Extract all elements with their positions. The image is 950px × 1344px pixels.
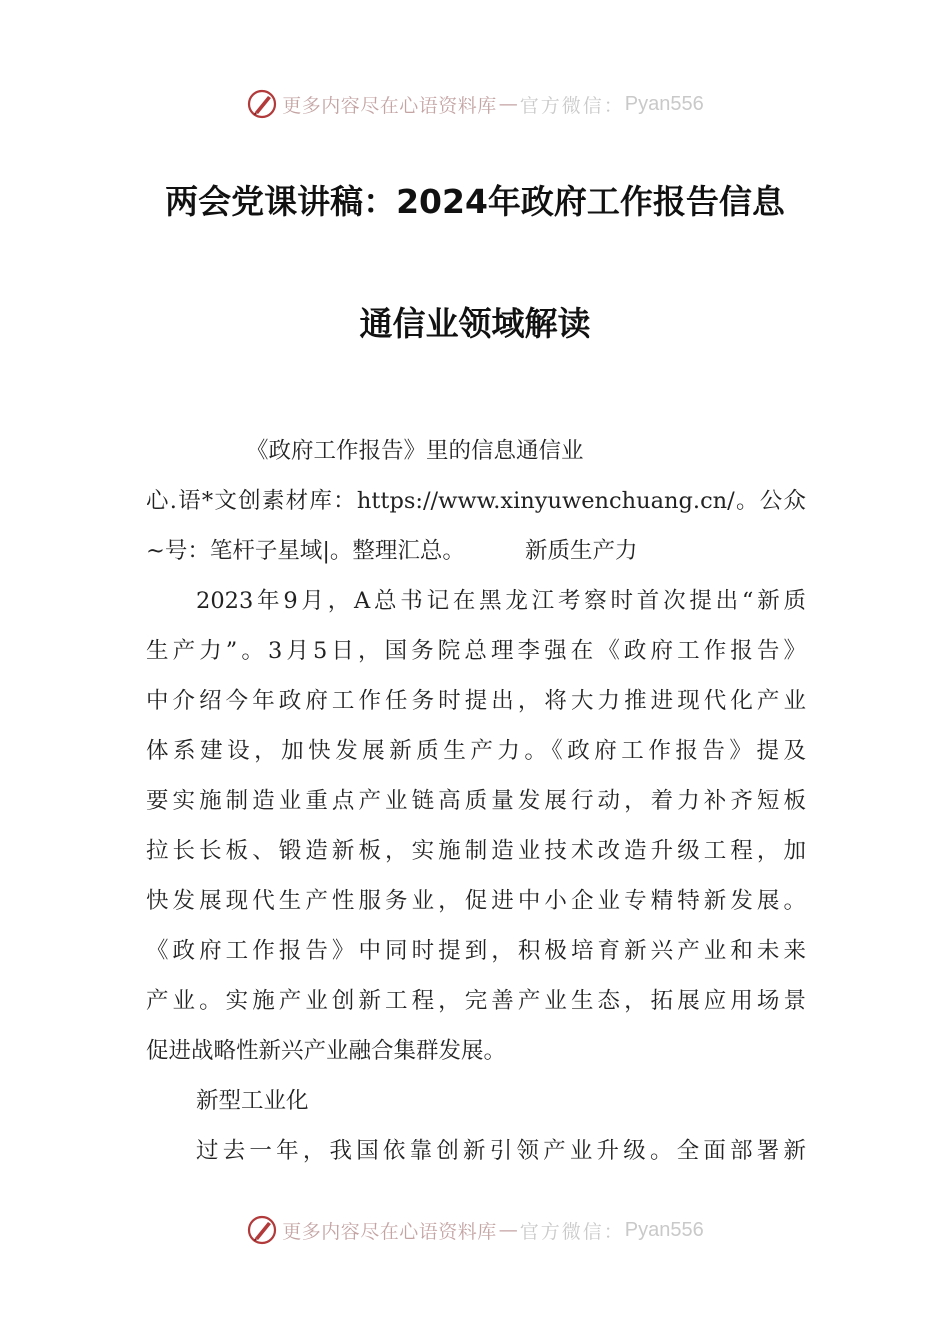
banner-dash: — <box>498 93 518 115</box>
pen-logo-icon <box>246 1214 278 1246</box>
subheading-new-productivity: 新质生产力 <box>524 538 638 564</box>
header-banner <box>0 84 950 124</box>
body-line: 《政府工作报告》中同时提到，积极培育新兴产业和未来 <box>146 938 806 964</box>
banner-wechat-label: 官方微信： <box>519 94 625 117</box>
body-line: 中介绍今年政府工作任务时提出，将大力推进现代化产业 <box>146 688 806 714</box>
banner-text: 更多内容尽在心语资料库 <box>282 1220 497 1243</box>
banner-wechat-label: 官方微信： <box>519 1220 625 1243</box>
banner-text: 更多内容尽在心语资料库 <box>282 94 497 117</box>
footer-banner <box>0 1210 950 1250</box>
body-line: 拉长长板、锻造新板，实施制造业技术改造升级工程，加 <box>146 838 806 864</box>
body-line: 快发展现代生产性服务业，促进中小企业专精特新发展。 <box>146 888 806 914</box>
banner-dash: — <box>498 1219 518 1241</box>
subheading-new-industrialization: 新型工业化 <box>196 1088 309 1114</box>
body-line: 过去一年，我国依靠创新引领产业升级。全面部署新 <box>196 1138 806 1164</box>
body-line: 产业。实施产业创新工程，完善产业生态，拓展应用场景 <box>146 988 806 1014</box>
body-line: 心.语*文创素材库：https://www.xinyuwenchuang.cn/。公众 <box>146 488 806 514</box>
body-line-part: ~号：笔杆子星域|。整理汇总。 <box>146 538 465 564</box>
body-line: 体系建设，加快发展新质生产力。《政府工作报告》提及 <box>146 738 806 764</box>
section-heading: 《政府工作报告》里的信息通信业 <box>246 438 584 464</box>
banner-wechat-id: Pyan556 <box>624 1218 704 1241</box>
page-title-line-1: 两会党课讲稿：2024年政府工作报告信息 <box>165 182 785 221</box>
body-line: 2023年9月，A总书记在黑龙江考察时首次提出“新质 <box>196 588 806 614</box>
body-line: 促进战略性新兴产业融合集群发展。 <box>146 1038 507 1064</box>
page-title-line-2: 通信业领域解读 <box>359 304 591 343</box>
body-line <box>146 526 806 576</box>
body-line: 生产力”。3月5日，国务院总理李强在《政府工作报告》 <box>146 638 806 664</box>
pen-logo-icon <box>246 88 278 120</box>
document-body <box>146 426 806 1176</box>
body-line: 要实施制造业重点产业链高质量发展行动，着力补齐短板 <box>146 788 806 814</box>
banner-wechat-id: Pyan556 <box>624 92 704 115</box>
